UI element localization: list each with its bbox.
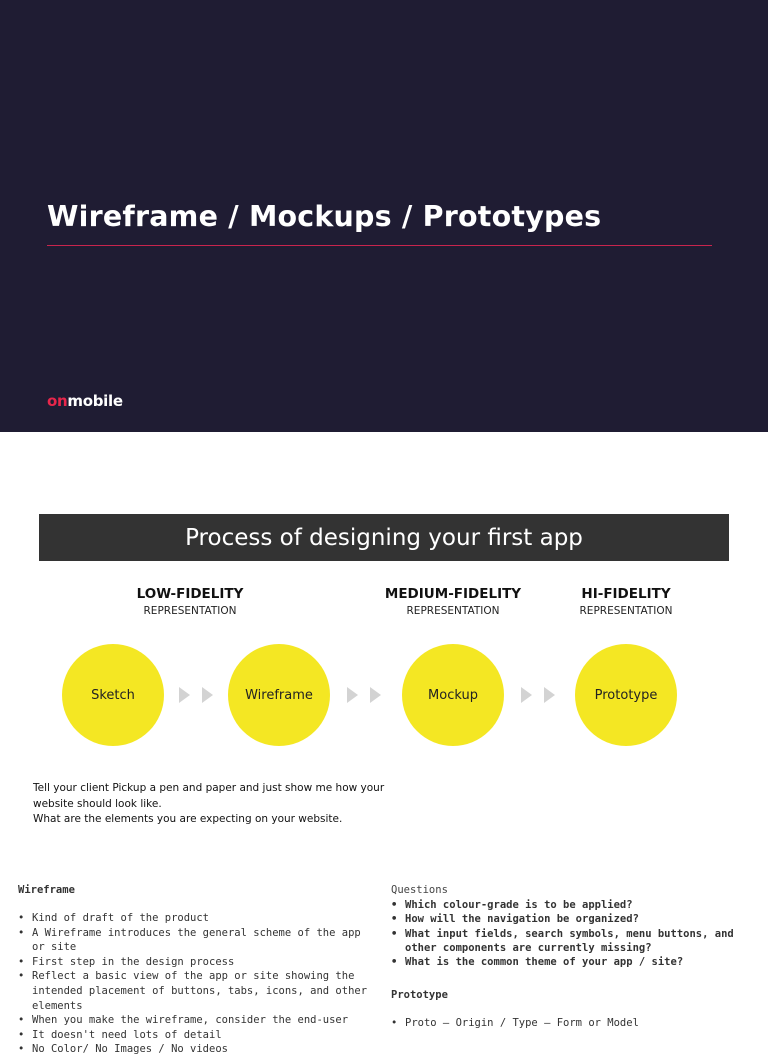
fidelity-sub: REPRESENTATION [143, 605, 237, 617]
prototype-list [391, 1016, 736, 1031]
arrow-right-icon [544, 687, 555, 703]
step-sketch [62, 644, 164, 746]
fidelity-sub: REPRESENTATION [579, 605, 673, 617]
list-item: • First step in the design process [18, 955, 368, 970]
list-item: • It doesn't need lots of detail [18, 1028, 368, 1043]
prototype-heading: Prototype [391, 989, 448, 1001]
slide-title: Wireframe / Mockups / Prototypes [47, 200, 602, 233]
wireframe-list [18, 911, 374, 1057]
wireframe-heading: Wireframe [18, 884, 75, 896]
logo-mobile: mobile [67, 392, 123, 410]
list-item: • Proto – Origin / Type – Form or Model [391, 1016, 736, 1031]
list-item: • Reflect a basic view of the app or site showing the intended placement of buttons, tabs, icons, and other elements [18, 969, 368, 1013]
step-label: Wireframe [245, 687, 313, 703]
list-item: • Kind of draft of the product [18, 911, 368, 926]
step-label: Prototype [594, 687, 658, 703]
intro-line: What are the elements you are expecting on your website. [33, 813, 343, 825]
title-underline [47, 245, 712, 246]
intro-line: Tell your client Pickup a pen and paper and just show me how your [33, 782, 385, 794]
intro-line: website should look like. [33, 797, 162, 810]
fidelity-label: MEDIUM-FIDELITY [384, 586, 522, 602]
fidelity-label: HI-FIDELITY [581, 586, 671, 602]
fidelity-sub: REPRESENTATION [406, 605, 500, 617]
step-prototype [575, 644, 677, 746]
list-item: • What is the common theme of your app / site? [391, 955, 736, 969]
arrow-right-icon [202, 687, 213, 703]
logo-on: on [47, 392, 68, 410]
arrow-right-icon [179, 687, 190, 703]
list-item: • Which colour-grade is to be applied? [391, 898, 736, 912]
questions-label: Questions [391, 884, 448, 896]
fidelity-label: LOW-FIDELITY [136, 586, 244, 602]
fidelity-hi [536, 586, 716, 617]
process-banner [39, 514, 729, 561]
step-label: Mockup [428, 687, 478, 703]
list-item: • What input fields, search symbols, menu buttons, and other components are currently missing? [391, 927, 736, 956]
fidelity-medium [363, 586, 543, 617]
list-item: • A Wireframe introduces the general scheme of the app or site [18, 926, 368, 955]
list-item: • No Color/ No Images / No videos [18, 1042, 368, 1057]
list-item: • When you make the wireframe, consider the end-user [18, 1013, 368, 1028]
arrow-right-icon [521, 687, 532, 703]
fidelity-low [100, 586, 280, 617]
process-title: Process of designing your first app [185, 524, 583, 551]
step-wireframe [228, 644, 330, 746]
intro-text [33, 781, 403, 828]
step-label: Sketch [91, 687, 135, 703]
step-mockup [402, 644, 504, 746]
title-slide [0, 0, 768, 432]
arrow-right-icon [370, 687, 381, 703]
onmobile-logo [47, 392, 123, 410]
list-item: • How will the navigation be organized? [391, 912, 736, 926]
questions-list [391, 898, 741, 969]
arrow-right-icon [347, 687, 358, 703]
